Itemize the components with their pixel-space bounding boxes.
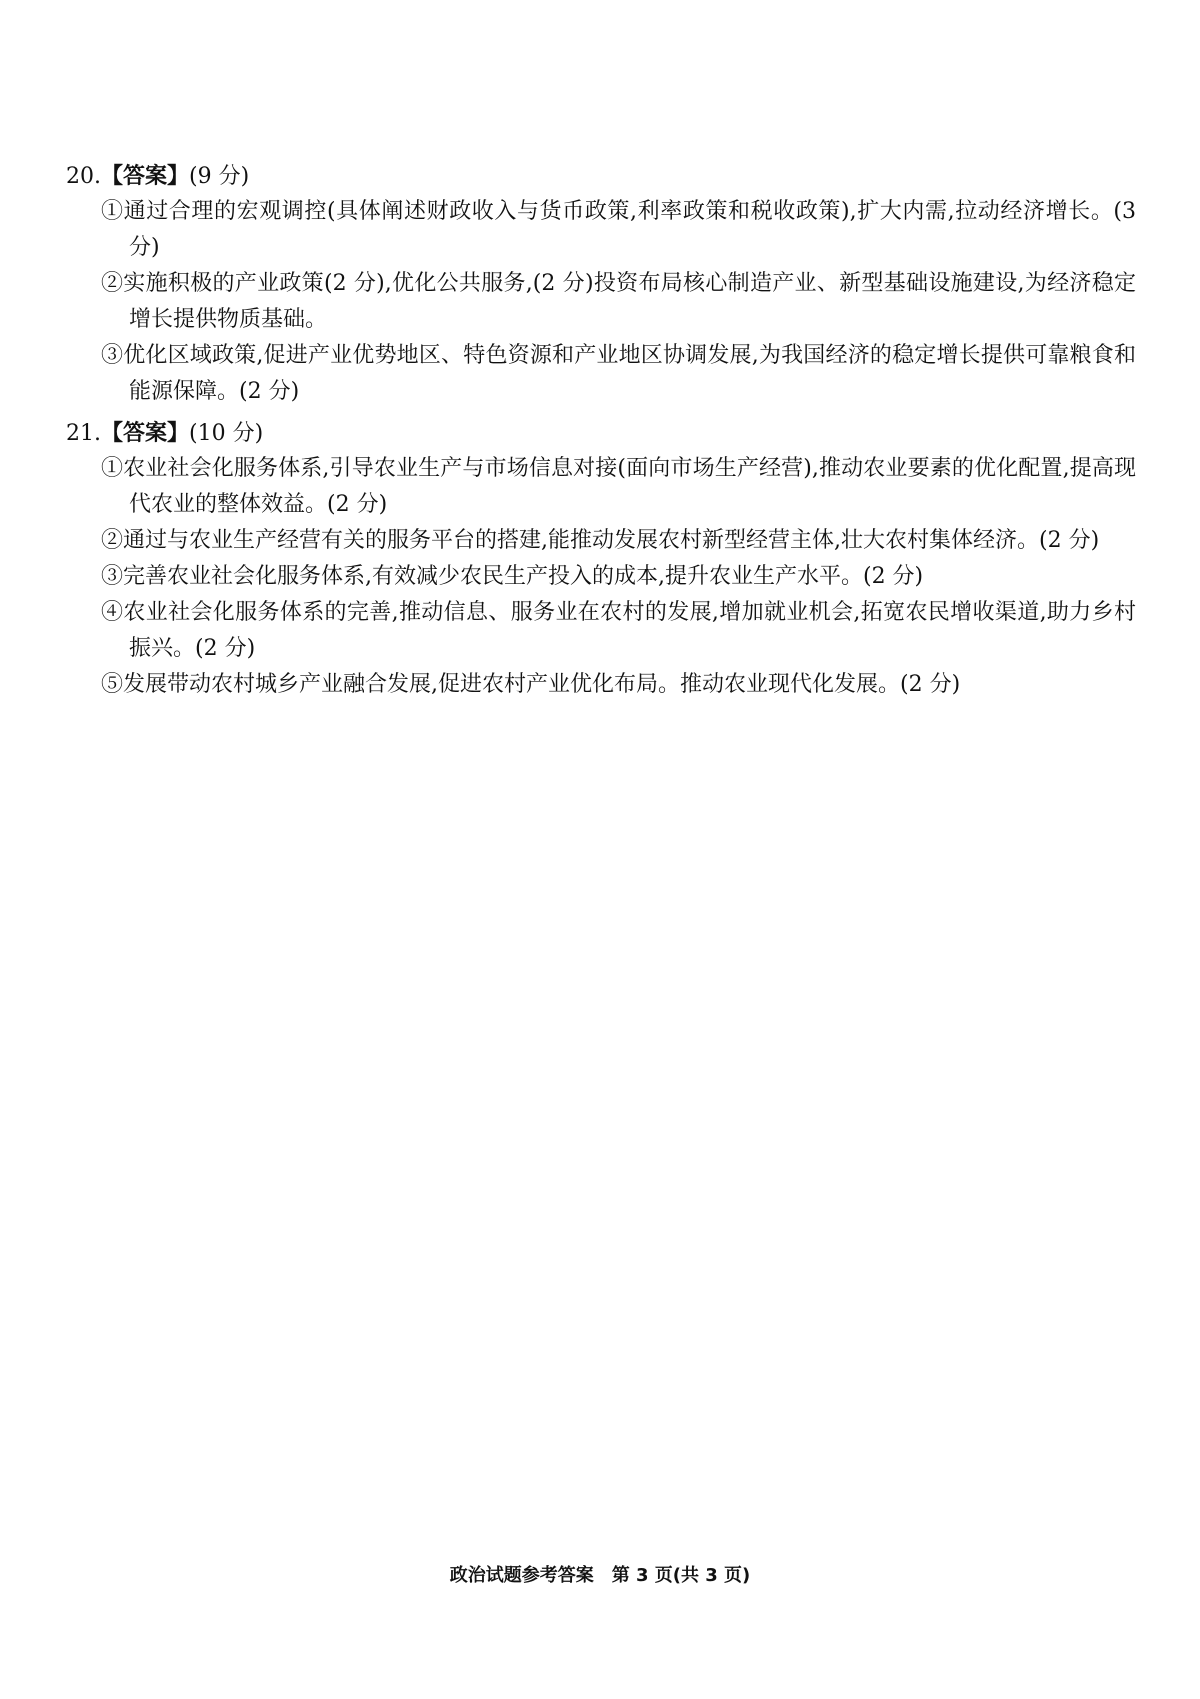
question-number: 21. [66, 421, 101, 446]
answer-point [101, 595, 1136, 667]
question-score: (10 分) [189, 421, 264, 446]
answer-point [101, 523, 1136, 559]
answer-point-text: ②实施积极的产业政策(2 分),优化公共服务,(2 分)投资布局核心制造产业、新型基础设施建设,为经济稳定增长提供物质基础。 [101, 271, 1136, 332]
answer-point [101, 451, 1136, 523]
answer-point-text: ①通过合理的宏观调控(具体阐述财政收入与货币政策,利率政策和税收政策),扩大内需,拉动经济增长。(3 分) [101, 199, 1136, 260]
page-footer: 政治试题参考答案 第 3 页(共 3 页) [449, 1565, 751, 1586]
answer-tag: 【答案】 [101, 163, 190, 189]
answer-point [101, 338, 1136, 410]
answer-point-text: ②通过与农业生产经营有关的服务平台的搭建,能推动发展农村新型经营主体,壮大农村集体经济。(2 分) [101, 528, 1100, 553]
answer-point [101, 559, 1136, 595]
answer-point [101, 667, 1136, 703]
answer-point [101, 266, 1136, 338]
answer-point-text: ③完善农业社会化服务体系,有效减少农民生产投入的成本,提升农业生产水平。(2 分) [101, 564, 924, 589]
question-21-heading [66, 415, 1136, 451]
answer-point-text: ③优化区域政策,促进产业优势地区、特色资源和产业地区协调发展,为我国经济的稳定增长提供可靠粮食和能源保障。(2 分) [101, 343, 1136, 404]
answer-tag: 【答案】 [101, 420, 190, 446]
question-20-heading [66, 158, 1136, 194]
answer-point-text: ④农业社会化服务体系的完善,推动信息、服务业在农村的发展,增加就业机会,拓宽农民增收渠道,助力乡村振兴。(2 分) [101, 600, 1136, 661]
answer-point-text: ⑤发展带动农村城乡产业融合发展,促进农村产业优化布局。推动农业现代化发展。(2 分) [101, 672, 961, 697]
question-number: 20. [66, 164, 101, 189]
question-score: (9 分) [189, 164, 250, 189]
answer-point-text: ①农业社会化服务体系,引导农业生产与市场信息对接(面向市场生产经营),推动农业要素的优化配置,提高现代农业的整体效益。(2 分) [101, 456, 1136, 517]
question-21-answer [66, 415, 1136, 703]
answer-point [101, 194, 1136, 266]
question-20-answer [66, 158, 1136, 410]
